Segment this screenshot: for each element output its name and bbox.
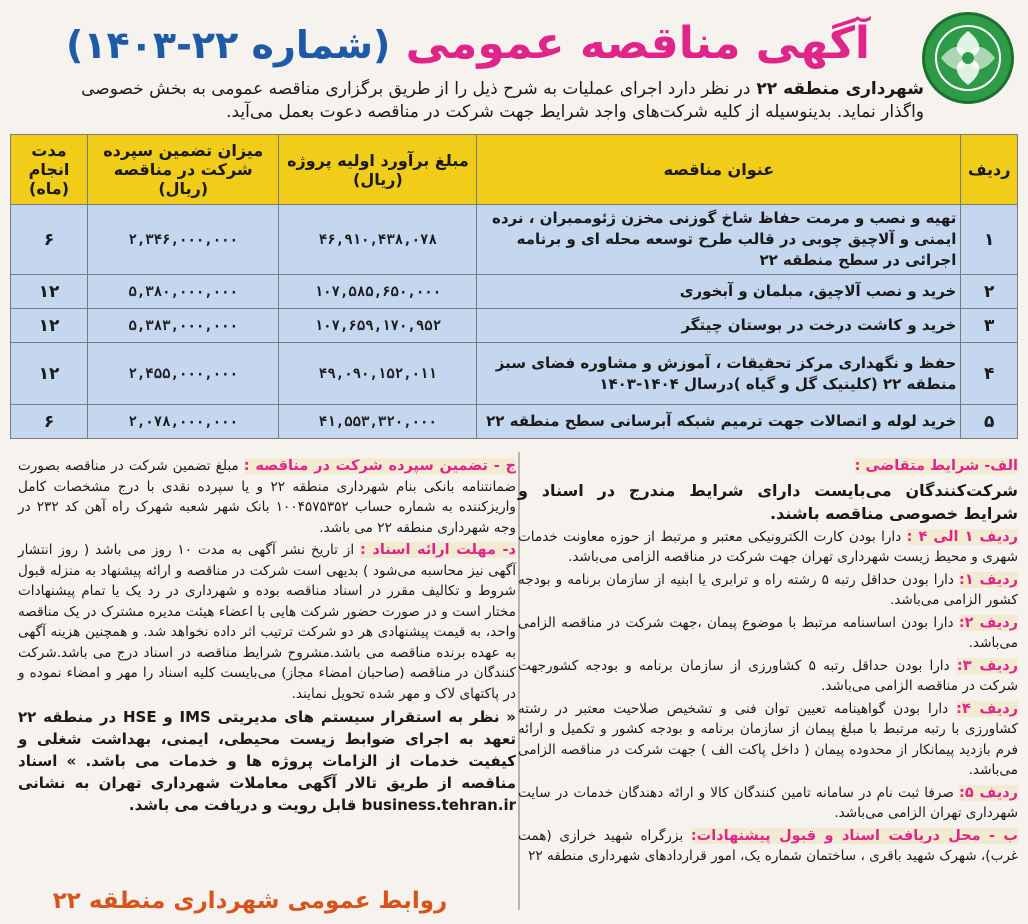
header-row-number: ردیف [961, 135, 1018, 205]
cell-estimate: ۱۰۷,۵۸۵,۶۵۰,۰۰۰ [279, 275, 477, 309]
row1-text: دارا بودن حداقل رتبه ۵ رشته راه و ترابری یا ابنیه از سازمان برنامه و بودجه کشور الزامی می‌باشد. [518, 571, 1018, 608]
cell-subject: خرید لوله و اتصالات جهت ترمیم شبکه آبرسانی سطح منطقه ۲۲ [477, 405, 961, 439]
header-guarantee: میزان تضمین سپرده شرکت در مناقصه (ریال) [88, 135, 279, 205]
cell-subject: حفظ و نگهداری مرکز تحقیقات ، آموزش و مشاوره فضای سبز منطقه ۲۲ (کلینیک گل و گیاه )درسال ۱۴۰۴-۱۴۰۳ [477, 343, 961, 405]
row2-heading: ردیف ۲: [958, 614, 1018, 631]
cell-duration: ۱۲ [11, 275, 88, 309]
intro-text: در نظر دارد اجرای عملیات به شرح ذیل را از طریق برگزاری مناقصه عمومی به بخش خصوصی واگذار نماید. بدینوسیله از کلیه شرکت‌های واجد شرایط جهت شرکت در مناقصه دعوت بعمل می‌آید. [81, 79, 924, 122]
title-number: (شماره ۲۲-۱۴۰۳) [65, 23, 391, 67]
cell-row-number: ۴ [961, 343, 1018, 405]
cell-row-number: ۲ [961, 275, 1018, 309]
row5-heading: ردیف ۵: [959, 784, 1018, 801]
tender-table [10, 134, 1018, 439]
table-row [11, 309, 1018, 343]
section-a-heading: الف- شرایط متقاضی : [854, 458, 1018, 474]
row3-text: دارا بودن حداقل رتبه ۵ کشاورزی از سازمان برنامه و بودجه کشورجهت شرکت در مناقصه الزامی می‌باشد. [518, 657, 1018, 694]
cell-guarantee: ۵,۳۸۰,۰۰۰,۰۰۰ [88, 275, 279, 309]
table-header-row [11, 135, 1018, 205]
row5-text: صرفا ثبت نام در سامانه تامین کنندگان کالا و ارائه دهندگان خدمات در سایت شهرداری تهران الزامی می‌باشد. [518, 784, 1018, 821]
row1-heading: ردیف ۱: [959, 571, 1018, 588]
section-a-text: شرکت‌کنندگان می‌بایست دارای شرایط مندرج در اسناد و شرایط خصوصی مناقصه باشند. [518, 480, 1018, 523]
section-d-heading: د- مهلت ارائه اسناد : [360, 542, 517, 558]
cell-row-number: ۱ [961, 205, 1018, 275]
table-row [11, 343, 1018, 405]
cell-guarantee: ۵,۳۸۳,۰۰۰,۰۰۰ [88, 309, 279, 343]
row1to4-text: دارا بودن کارت الکترونیکی معتبر و مرتبط از حوزه معاونت خدمات شهری و محیط زیست شهرداری تهران جهت شرکت در مناقصه الزامی می‌باشد. [518, 528, 1018, 565]
cell-guarantee: ۲,۰۷۸,۰۰۰,۰۰۰ [88, 405, 279, 439]
section-b-text: بزرگراه شهید خرازی (همت غرب)، شهرک شهید باقری ، ساختمان شماره یک، امور قراردادهای شهرداری منطقه ۲۲ [518, 827, 1018, 864]
row3-heading: ردیف ۳: [956, 657, 1018, 674]
row2-text: دارا بودن اساسنامه مرتبط با موضوع پیمان ،جهت شرکت در مناقصه الزامی می‌باشد. [518, 614, 1018, 651]
header-subject: عنوان مناقصه [477, 135, 961, 205]
municipality-logo [922, 12, 1014, 104]
section-b-heading: ب - محل دریافت اسناد و قبول پیشنهادات: [690, 827, 1019, 844]
cell-duration: ۱۲ [11, 309, 88, 343]
row4-text: دارا بودن گواهینامه تعیین توان فنی و تشخیص صلاحیت معتبر در رشته کشاورزی با رتبه مرتبط با مبلغ پیمان از سازمان برنامه و بودجه کشور و تکمیل و ارائه فرم بازدید پیمانکار از محدوده پیمان ( داخل پاکت الف ) جهت شرکت در مناقصه الزامی می‌باشد. [518, 700, 1018, 778]
cell-duration: ۶ [11, 205, 88, 275]
title-main: آگهی مناقصه عمومی [405, 18, 870, 69]
cell-row-number: ۵ [961, 405, 1018, 439]
header-duration: مدت انجام (ماه) [11, 135, 88, 205]
section-d-text: از تاریخ نشر آگهی به مدت ۱۰ روز می باشد ( روز انتشار آگهی نیز محاسبه می‌شود ) بدیهی است شرکت در مناقصه و ارائه پیشنهاد به منزله قبول شروط و تکالیف مقرر در اسناد مناقصه بوده و شهرداری در رد یک یا تمام پیشنهادات مختار است و در صورت حضور شرکت هایی با اعضاء هیئت مدیره مشترک در یک مناقصه واحد، به قیمت پیشنهادی هر دو شرکت ترتیب اثر داده نخواهد شد. و همچنین هزینه آگهی به عهده برنده مناقصه می باشد.مشروح شرایط مناقصه در اسناد درج می باشد.شرکت کنندگان در مناقصه (صاحبان امضاء مجاز) می‌بایست کلیه اسناد را مهر و امضاء نموده و در پاکتهای لاک و مهر شده تحویل نمایند. [18, 542, 516, 702]
row1to4-heading: ردیف ۱ الی ۴ : [906, 528, 1018, 545]
cell-subject: خرید و نصب آلاچیق، مبلمان و آبخوری [477, 275, 961, 309]
table-row [11, 405, 1018, 439]
cell-subject: خرید و کاشت درخت در بوستان چیتگر [477, 309, 961, 343]
header-estimate: مبلغ برآورد اولیه پروژه (ریال) [279, 135, 477, 205]
cell-guarantee: ۲,۳۴۶,۰۰۰,۰۰۰ [88, 205, 279, 275]
public-relations-footer: روابط عمومی شهرداری منطقه ۲۲ [52, 888, 448, 914]
tehran-emblem-icon [933, 23, 1003, 93]
hse-paragraph: « نظر به استقرار سیستم های مدیریتی IMS و HSE در منطقه ۲۲ تعهد به اجرای ضوابط زیست محیطی، ایمنی، بهداشت شغلی و کیفیت خدمات از الزامات پروژه ها و خدمات می باشد. » اسناد مناقصه از طریق تالار آگهی معاملات شهرداری تهران به نشانی business.tehran.ir قابل رویت و دریافت می باشد. [18, 708, 516, 814]
section-j-text: مبلغ تضمین شرکت در مناقصه بصورت ضمانتنامه بانکی بنام شهرداری منطقه ۲۲ و یا سپرده نقدی با درج مشخصات کامل واریزکننده به شماره حساب ۱۰۰۴۵۷۵۳۵۲ بانک شهر شعبه شهرک راه آهن کد ۲۳۲ در وجه شهرداری منطقه ۲۲ می باشد. [18, 458, 516, 536]
cell-estimate: ۴۶,۹۱۰,۴۳۸,۰۷۸ [279, 205, 477, 275]
cell-estimate: ۱۰۷,۶۵۹,۱۷۰,۹۵۲ [279, 309, 477, 343]
cell-estimate: ۴۱,۵۵۳,۳۲۰,۰۰۰ [279, 405, 477, 439]
cell-duration: ۱۲ [11, 343, 88, 405]
org-name: شهرداری منطقه ۲۲ [756, 79, 924, 99]
intro-paragraph [44, 78, 924, 124]
table-row [11, 275, 1018, 309]
cell-estimate: ۴۹,۰۹۰,۱۵۲,۰۱۱ [279, 343, 477, 405]
table-row [11, 205, 1018, 275]
cell-duration: ۶ [11, 405, 88, 439]
cell-guarantee: ۲,۴۵۵,۰۰۰,۰۰۰ [88, 343, 279, 405]
row4-heading: ردیف ۴: [956, 700, 1018, 717]
cell-subject: تهیه و نصب و مرمت حفاظ شاخ گوزنی مخزن ژئوممبران ، نرده ایمنی و آلاچیق چوبی در قالب طرح توسعه محله ای و برنامه اجرائی در سطح منطقه ۲۲ [477, 205, 961, 275]
conditions-column [518, 456, 1018, 869]
guarantee-column [18, 456, 516, 818]
section-j-heading: ج - تضمین سپرده شرکت در مناقصه : [243, 458, 516, 474]
page-title [65, 14, 870, 75]
cell-row-number: ۳ [961, 309, 1018, 343]
